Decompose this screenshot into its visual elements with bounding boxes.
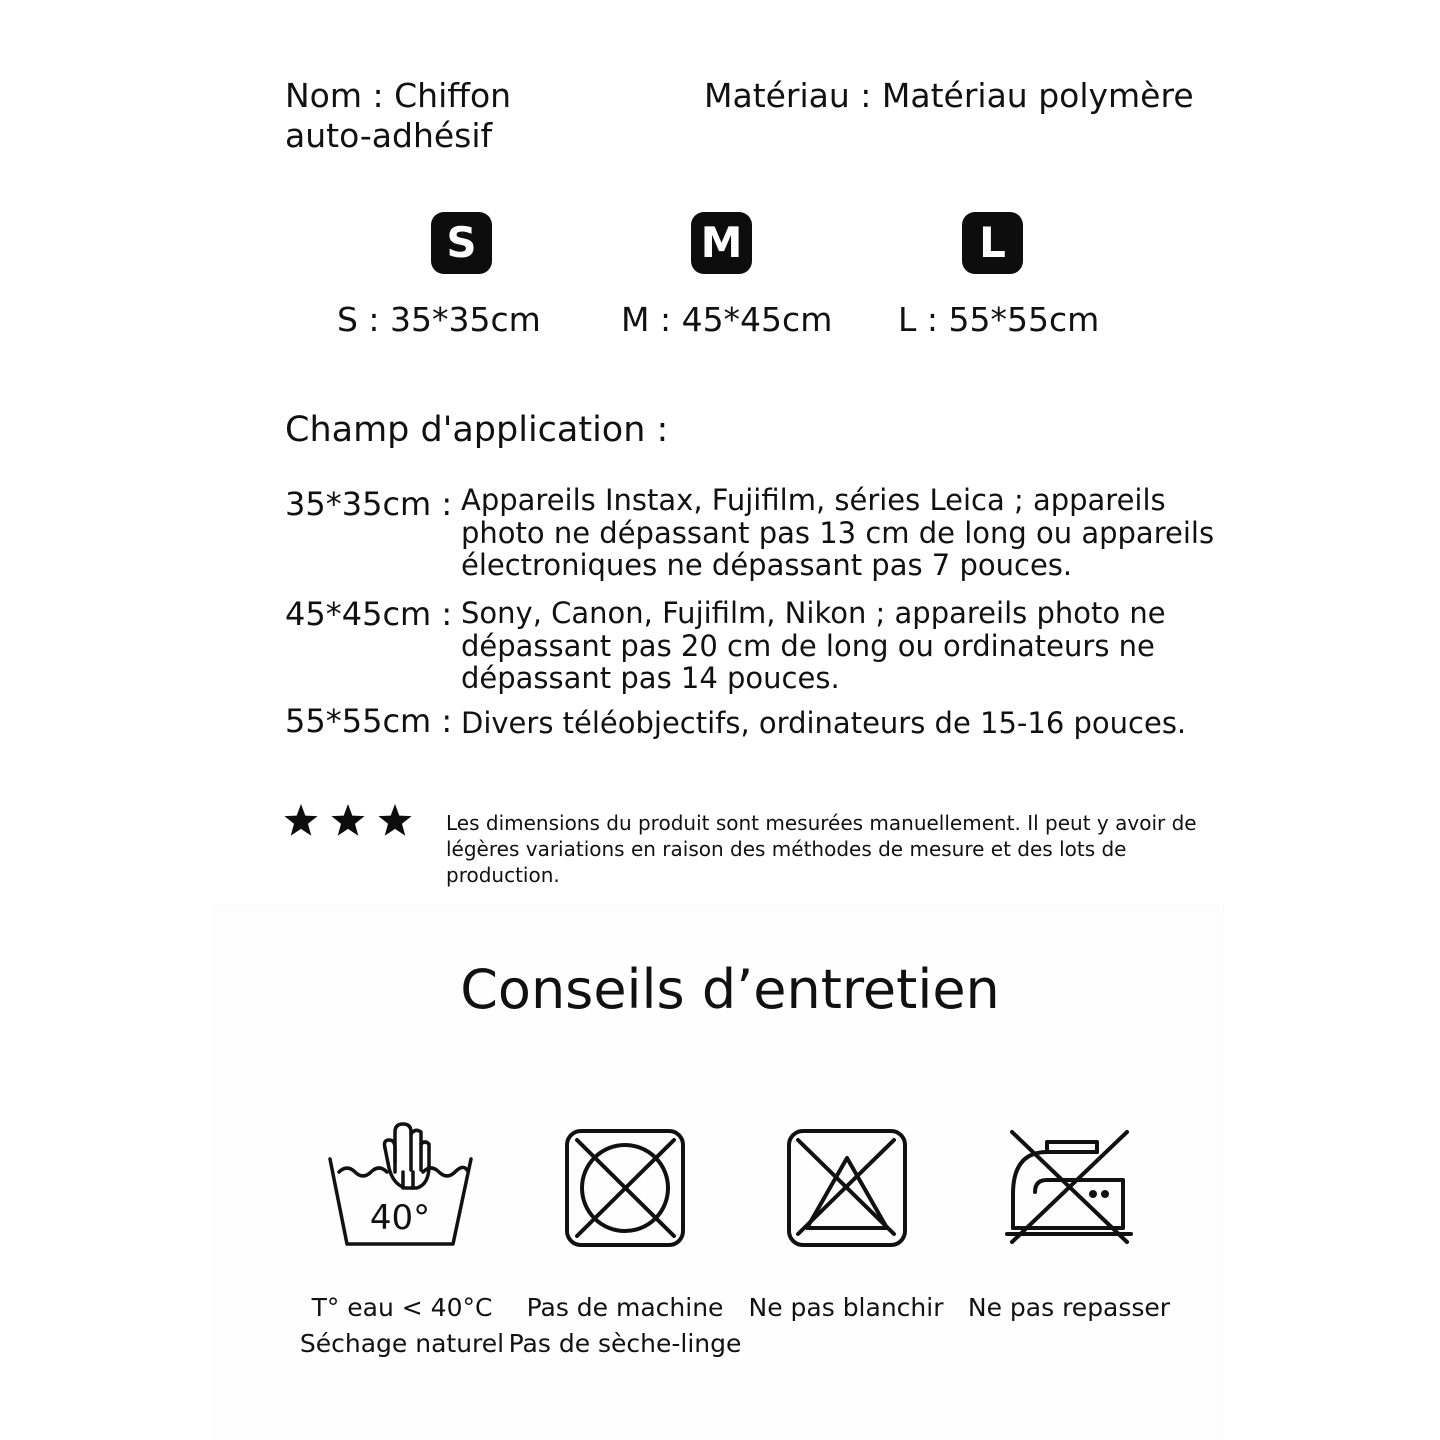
application-description: Appareils Instax, Fujifilm, séries Leica ; appareils photo ne dépassant pas 13 cm de long ou appareils électroniques ne dépassant pas 7 pouces. bbox=[461, 483, 1215, 582]
no-iron-icon bbox=[995, 1122, 1145, 1250]
application-description: Divers téléobjectifs, ordinateurs de 15-16 pouces. bbox=[461, 706, 1187, 740]
care-label-no-tumble-dry bbox=[505, 1290, 745, 1362]
size-badge-l: L bbox=[962, 212, 1023, 274]
size-badge-m: M bbox=[691, 212, 752, 274]
application-size-label: 55*55cm : bbox=[285, 702, 453, 740]
care-label-hand-wash bbox=[282, 1290, 522, 1362]
care-label-line: Pas de machine bbox=[526, 1293, 724, 1322]
care-label-line: Ne pas repasser bbox=[967, 1293, 1171, 1322]
care-label-line: Séchage naturel bbox=[299, 1329, 505, 1358]
size-badge-s: S bbox=[431, 212, 492, 274]
care-label-no-iron bbox=[949, 1290, 1189, 1326]
no-tumble-dry-icon bbox=[550, 1122, 700, 1250]
care-label-line: Pas de sèche-linge bbox=[508, 1329, 742, 1358]
size-dimension-m: M : 45*45cm bbox=[621, 300, 833, 339]
application-size-label: 35*35cm : bbox=[285, 485, 453, 523]
application-size-label: 45*45cm : bbox=[285, 595, 453, 633]
wash-temperature-label: 40° bbox=[369, 1198, 431, 1238]
hand-wash-40-icon bbox=[325, 1122, 475, 1250]
no-bleach-icon bbox=[772, 1122, 922, 1250]
product-material-label: Matériau : Matériau polymère bbox=[704, 76, 1194, 115]
size-dimension-l: L : 55*55cm bbox=[898, 300, 1100, 339]
care-label-line: T° eau < 40°C bbox=[311, 1293, 493, 1322]
star-icon bbox=[378, 804, 411, 836]
rating-stars bbox=[283, 803, 417, 839]
care-title: Conseils d’entretien bbox=[460, 958, 1000, 1021]
application-title: Champ d'application : bbox=[285, 410, 669, 450]
size-dimension-s: S : 35*35cm bbox=[337, 300, 541, 339]
care-label-no-bleach bbox=[726, 1290, 966, 1326]
care-label-line: Ne pas blanchir bbox=[748, 1293, 944, 1322]
star-icon bbox=[331, 804, 364, 836]
measurement-disclaimer: Les dimensions du produit sont mesurées manuellement. Il peut y avoir de légères variations en raison des méthodes de mesure et des lots de production. bbox=[446, 811, 1197, 887]
star-icon bbox=[284, 804, 317, 836]
application-description: Sony, Canon, Fujifilm, Nikon ; appareils photo ne dépassant pas 20 cm de long ou ordinateurs ne dépassant pas 14 pouces. bbox=[461, 596, 1166, 695]
product-name-label: Nom : Chiffon auto-adhésif bbox=[285, 76, 512, 155]
